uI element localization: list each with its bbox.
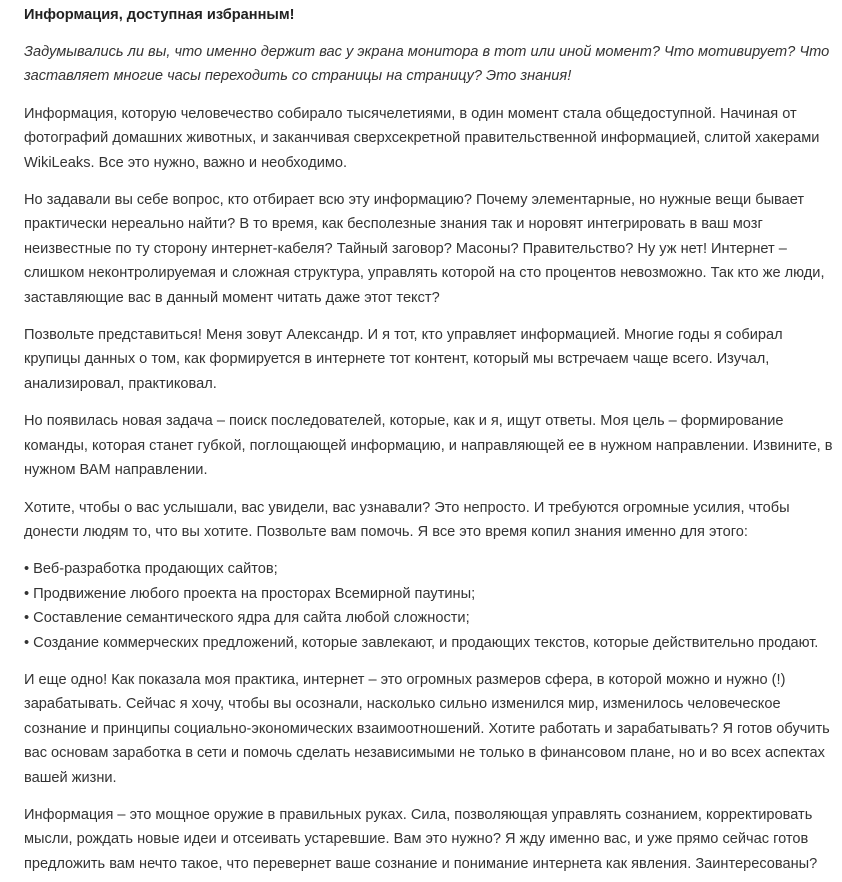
list-item: • Составление семантического ядра для сайта любой сложности; <box>24 610 470 627</box>
paragraph-introduction: Позвольте представиться! Меня зовут Александр. И я тот, кто управляет информацией. Многие годы я собирал крупицы данных о том, как формируется в интернете тот контент, который мы встречаем чаще всего. Изучал, анализировал, практиковал. <box>24 327 783 392</box>
paragraph-question: Но задавали вы себе вопрос, кто отбирает всю эту информацию? Почему элементарные, но нужные вещи бывает практически нереально найти? В то время, как бесполезные знания так и норовят интегрировать в ваш мозг неизвестные по ту сторону интернет-кабеля? Тайный заговор? Масоны? Правительство? Ну уж нет! Интернет – слишком неконтролируемая и сложная структура, управлять которой на сто процентов невозможно. Так кто же люди, заставляющие вас в данный момент читать даже этот текст? <box>24 192 825 306</box>
paragraph-offer: Хотите, чтобы о вас услышали, вас увидели, вас узнавали? Это непросто. И требуются огромные усилия, чтобы донести людям то, что вы хотите. Позвольте вам помочь. Я все это время копил знания именно для этого: <box>24 499 790 540</box>
services-list <box>24 557 839 655</box>
article-title: Информация, доступная избранным! <box>24 7 295 23</box>
paragraph-closing: Информация – это мощное оружие в правильных руках. Сила, позволяющая управлять сознанием, корректировать мысли, рождать новые идеи и отсеивать устаревшие. Вам это нужно? Я жду именно вас, и уже прямо сейчас готов предложить вам нечто такое, что перевернет ваше сознание и понимание интернета как явления. Заинтересованы? <box>24 806 818 872</box>
list-item: • Создание коммерческих предложений, которые завлекают, и продающих текстов, которые действительно продают. <box>24 634 819 651</box>
article-lead: Задумывались ли вы, что именно держит вас у экрана монитора в тот или иной момент? Что мотивирует? Что заставляет многие часы переходить со страницы на страницу? Это знания! <box>24 44 830 85</box>
paragraph-earnings: И еще одно! Как показала моя практика, интернет – это огромных размеров сфера, в которой можно и нужно (!) зарабатывать. Сейчас я хочу, чтобы вы осознали, насколько сильно изменился мир, изменилось человеческое сознание и принципы социально-экономических взаимоотношений. Хотите работать и зарабатывать? Я готов обучить вас основам заработка в сети и помочь сделать независимыми не только в финансовом плане, но и во всех аспектах вашей жизни. <box>24 671 830 786</box>
list-item: • Веб-разработка продающих сайтов; <box>24 561 278 578</box>
article <box>24 0 839 876</box>
list-item: • Продвижение любого проекта на просторах Всемирной паутины; <box>24 585 476 602</box>
paragraph-new-task: Но появилась новая задача – поиск последователей, которые, как и я, ищут ответы. Моя цель – формирование команды, которая станет губкой, поглощающей информацию, и направляющей ее в нужном направлении. Извините, в нужном ВАМ направлении. <box>24 413 833 479</box>
paragraph-intro: Информация, которую человечество собирало тысячелетиями, в один момент стала общедоступной. Начиная от фотографий домашних животных, и заканчивая сверхсекретной правительственной информацией, слитой хакерами WikiLeaks. Все это нужно, важно и необходимо. <box>24 105 820 171</box>
